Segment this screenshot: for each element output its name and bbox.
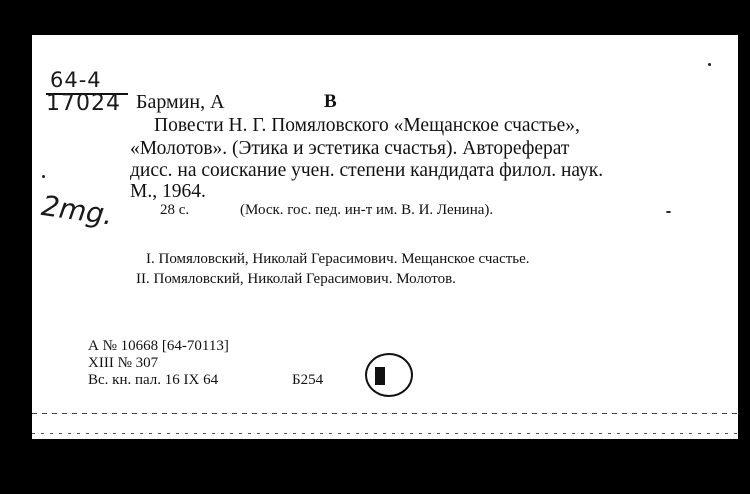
page-count: 28 с. — [160, 202, 190, 218]
author-heading: Бармин, А — [136, 91, 225, 113]
catalog-code: Б254 — [292, 372, 324, 388]
ink-speck — [42, 175, 45, 178]
subject-entry: II. Помяловский, Николай Герасимович. Молотов. — [136, 271, 456, 287]
stamp-mark — [365, 353, 413, 397]
subject-entry: I. Помяловский, Николай Герасимович. Мещанское счастье. — [146, 251, 530, 267]
ink-speck — [708, 63, 711, 66]
edge-dashes — [32, 413, 738, 414]
catalog-card — [32, 35, 738, 439]
shelf-mark-bottom: 17024 — [46, 91, 121, 116]
registry-line: Вс. кн. пал. 16 IX 64 — [88, 372, 219, 388]
index-letter: В — [324, 91, 337, 112]
accession-number: А № 10668 [64-70113] — [88, 338, 229, 354]
description-line: Повести Н. Г. Помяловского «Мещанское счастье», — [154, 115, 580, 136]
handwritten-note: 2mg. — [39, 189, 116, 232]
description-line: дисс. на соискание учен. степени кандидата филол. наук. — [130, 160, 604, 181]
publisher-note: (Моск. гос. пед. ин-т им. В. И. Ленина). — [240, 202, 494, 218]
stamp-fill — [375, 367, 385, 385]
description-line: «Молотов». (Этика и эстетика счастья). Автореферат — [130, 138, 570, 159]
shelf-mark-top: 64-4 — [50, 68, 102, 92]
edge-dashes — [32, 433, 738, 434]
series-code: XIII № 307 — [88, 355, 159, 371]
ink-speck — [666, 211, 671, 213]
description-line: М., 1964. — [130, 181, 206, 202]
